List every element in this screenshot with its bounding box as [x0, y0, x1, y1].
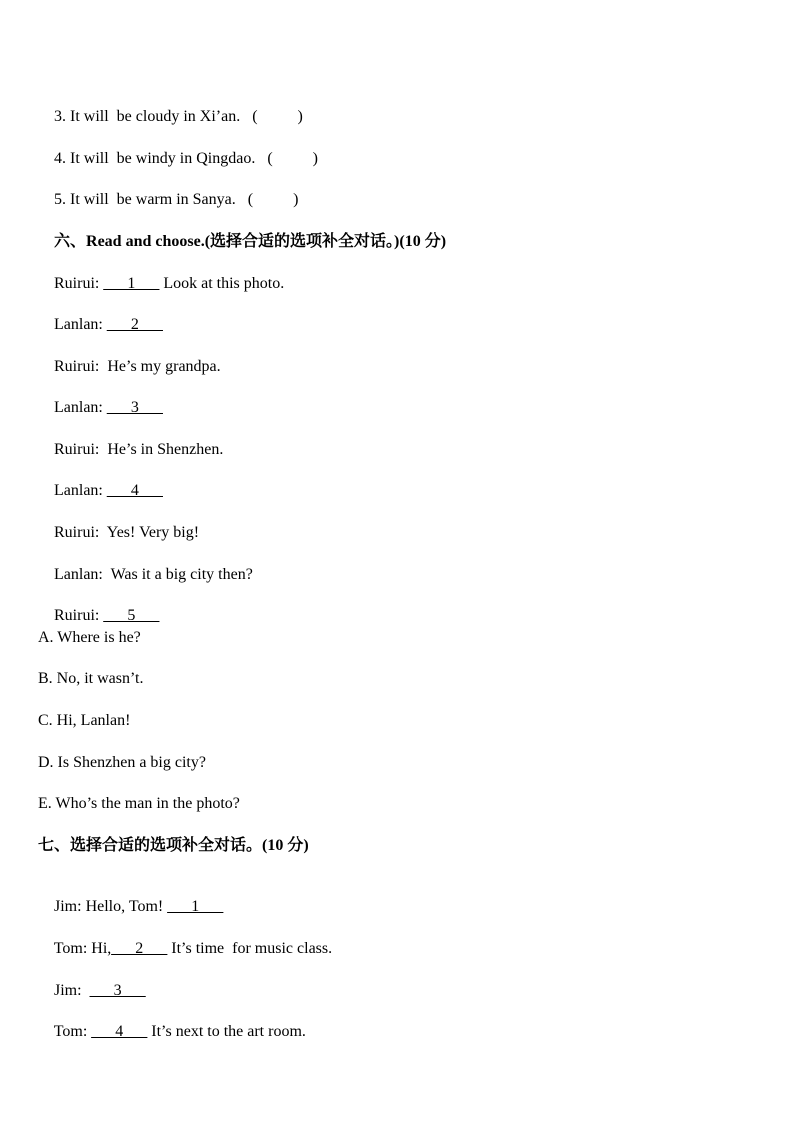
answer-paren: ( ) — [252, 108, 303, 125]
section-6-title-en: Read and choose. — [86, 233, 205, 250]
answer-blank: ___2___ — [106, 316, 163, 333]
line-text: Was it a big city then? — [106, 566, 253, 583]
answer-blank: ___1___ — [103, 275, 160, 292]
speaker: Ruirui: — [54, 441, 104, 458]
section-6-number: 六、 — [54, 233, 87, 250]
speaker: Ruirui: — [54, 607, 104, 624]
line-text: Yes! Very big! — [103, 524, 200, 541]
speaker: Lanlan: — [54, 482, 107, 499]
speaker: Ruirui: — [54, 275, 104, 292]
section-6-title-cn: (选择合适的选项补全对话。)(10 分) — [204, 233, 447, 250]
option-a: A. Where is he? — [38, 629, 141, 646]
answer-blank: ___2___ — [111, 940, 168, 957]
speaker: Tom: Hi, — [53, 940, 112, 957]
answer-paren: ( ) — [247, 191, 299, 208]
option-d: D. Is Shenzhen a big city? — [38, 754, 206, 771]
speaker: Jim: — [54, 982, 90, 999]
speaker: Lanlan: — [54, 316, 107, 333]
answer-blank: ___1___ — [167, 898, 224, 915]
line-text: Look at this photo. — [159, 275, 285, 292]
speaker: Ruirui: — [54, 358, 104, 375]
speaker: Lanlan: — [54, 566, 107, 583]
speaker: Tom: — [53, 1023, 92, 1040]
dialogue-line — [38, 1002, 306, 1062]
answer-blank: ___3___ — [106, 399, 163, 416]
speaker: Jim: Hello, Tom! — [54, 898, 168, 915]
answer-paren: ( ) — [267, 150, 318, 167]
judge-item-text: 5. It will be warm in Sanya. — [54, 191, 236, 208]
judge-item-text: 3. It will be cloudy in Xi’an. — [54, 108, 241, 125]
option-c: C. Hi, Lanlan! — [38, 712, 131, 729]
judge-item-text: 4. It will be windy in Qingdao. — [54, 150, 256, 167]
option-e: E. Who’s the man in the photo? — [38, 795, 240, 812]
option-b: B. No, it wasn’t. — [38, 670, 144, 687]
section-7-heading: 七、选择合适的选项补全对话。(10 分) — [38, 837, 309, 854]
line-text: He’s my grandpa. — [103, 358, 221, 375]
line-text: He’s in Shenzhen. — [103, 441, 224, 458]
line-text: It’s next to the art room. — [147, 1023, 306, 1040]
answer-blank: ___4___ — [91, 1023, 148, 1040]
line-text: It’s time for music class. — [167, 940, 333, 957]
answer-blank: ___3___ — [89, 982, 146, 999]
answer-blank: ___4___ — [106, 482, 163, 499]
speaker: Ruirui: — [54, 524, 104, 541]
answer-blank: ___5___ — [103, 607, 160, 624]
speaker: Lanlan: — [54, 399, 107, 416]
